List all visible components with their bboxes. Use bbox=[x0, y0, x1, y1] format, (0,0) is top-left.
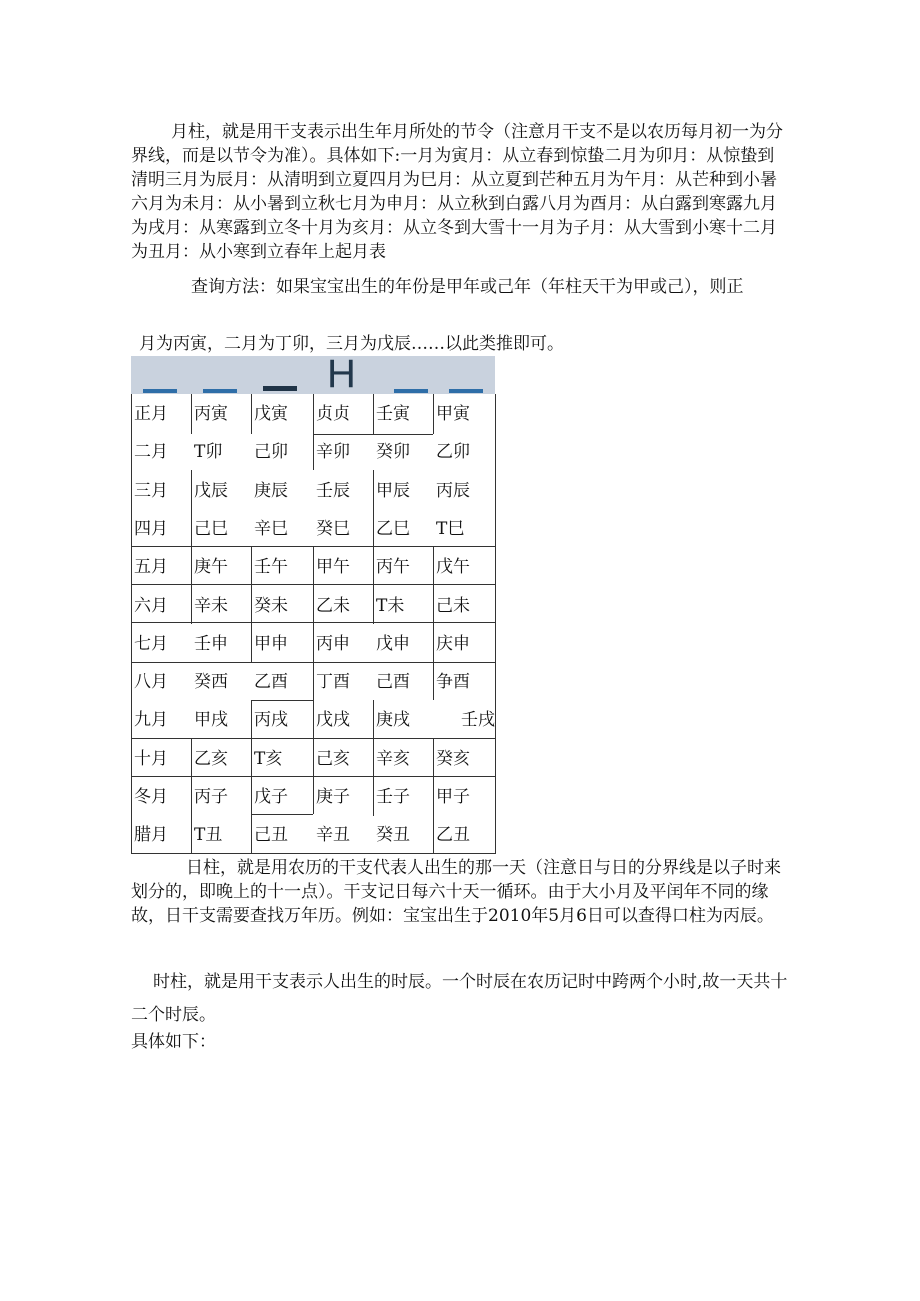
table-line bbox=[131, 546, 495, 547]
stem-branch-cell: 乙酉 bbox=[254, 672, 288, 692]
table-line bbox=[373, 700, 374, 816]
stem-branch-cell: 己卯 bbox=[254, 442, 288, 462]
stem-branch-cell: 庚子 bbox=[316, 787, 350, 807]
month-label-cell: 六月 bbox=[134, 596, 168, 616]
stem-branch-cell: 壬寅 bbox=[376, 404, 410, 424]
table-line bbox=[433, 394, 434, 434]
hour-pillar-paragraph: 时柱，就是用干支表示人出生的时辰。一个时辰在农历记时中跨两个小时,故一天共十二个时辰。 bbox=[131, 972, 788, 1025]
stem-branch-cell: 己亥 bbox=[316, 749, 350, 769]
month-label-cell: 三月 bbox=[134, 481, 168, 501]
stem-branch-cell: 庚辰 bbox=[254, 481, 288, 501]
stem-branch-cell: T巳 bbox=[436, 519, 465, 539]
stem-branch-cell: 癸亥 bbox=[436, 749, 470, 769]
stem-branch-cell: 争酉 bbox=[436, 672, 470, 692]
stem-branch-cell: T未 bbox=[376, 596, 405, 616]
table-line bbox=[131, 776, 495, 777]
month-stem-table bbox=[131, 394, 495, 854]
stem-branch-cell: 甲寅 bbox=[436, 404, 470, 424]
month-pillar-paragraph: 月柱，就是用干支表示出生年月所处的节令（注意月干支不是以农历每月初一为分界线，而是以节令为准）。具体如下:一月为寅月：从立春到惊蛰二月为卯月：从惊蛰到清明三月为辰月：从清明到立夏四月为巳月：从立夏到芒种五月为午月：从芒种到小暑六月为未月：从小暑到立秋七月为申月：从立秋到白露八月为酉月：从白露到寒露九月为戌月：从寒露到立冬十月为亥月：从立冬到大雪十一月为子月：从大雪到小寒十二月为丑月：从小寒到立春年上起月表 bbox=[131, 122, 783, 262]
stem-branch-cell: 乙卯 bbox=[436, 442, 470, 462]
stem-branch-cell: 戊午 bbox=[436, 557, 470, 577]
stem-branch-cell: 壬子 bbox=[376, 787, 410, 807]
stem-branch-cell: 辛丑 bbox=[316, 825, 350, 845]
stem-branch-cell: 癸丑 bbox=[376, 825, 410, 845]
stem-branch-cell: 壬辰 bbox=[316, 481, 350, 501]
stem-branch-cell: 乙丑 bbox=[436, 825, 470, 845]
table-line bbox=[433, 738, 434, 854]
stem-branch-cell: 乙巳 bbox=[376, 519, 410, 539]
stem-branch-cell: T亥 bbox=[254, 749, 283, 769]
table-line bbox=[313, 394, 314, 470]
stem-branch-cell: 戊申 bbox=[376, 634, 410, 654]
stem-branch-cell: 癸西 bbox=[194, 672, 228, 692]
table-line bbox=[373, 394, 374, 434]
query-method-continued: 月为丙寅，二月为丁卯，三月为戊辰……以此类推即可。 bbox=[139, 334, 564, 354]
stem-branch-cell: 庆申 bbox=[436, 634, 470, 654]
header-glyph: H bbox=[327, 352, 356, 396]
month-label-cell: 四月 bbox=[134, 519, 168, 539]
table-line bbox=[131, 662, 495, 663]
stem-branch-cell: 丙寅 bbox=[194, 404, 228, 424]
table-line bbox=[313, 546, 314, 814]
stem-branch-cell: 甲午 bbox=[316, 557, 350, 577]
month-label-cell: 五月 bbox=[134, 557, 168, 577]
stem-branch-cell: 辛亥 bbox=[376, 749, 410, 769]
table-border bbox=[131, 394, 132, 854]
month-label-cell: 九月 bbox=[134, 710, 168, 730]
stem-branch-cell: 戊子 bbox=[254, 787, 288, 807]
day-pillar-paragraph: 日柱，就是用农历的干支代表人出生的那一天（注意日与日的分界线是以子时来划分的，即晚上的十一点）。干支记日每六十天一循环。由于大小月及平闰年不同的缘故，日干支需要查找万年历。例如：宝宝出生于2010年5月6日可以查得口柱为丙辰。 bbox=[131, 858, 781, 926]
stem-branch-cell: 庚戌 bbox=[376, 710, 410, 730]
stem-branch-cell: 辛巳 bbox=[254, 519, 288, 539]
stem-branch-cell: 丙申 bbox=[316, 634, 350, 654]
stem-branch-cell: 丙辰 bbox=[436, 481, 470, 501]
table-line bbox=[131, 738, 495, 739]
table-line bbox=[131, 584, 495, 585]
stem-branch-cell: 辛卯 bbox=[316, 442, 350, 462]
header-dash bbox=[449, 389, 483, 393]
month-label-cell: 正月 bbox=[134, 404, 168, 424]
stem-branch-cell: 己酉 bbox=[376, 672, 410, 692]
stem-branch-cell: 丙午 bbox=[376, 557, 410, 577]
header-dash bbox=[203, 389, 237, 393]
table-line bbox=[131, 853, 495, 854]
stem-branch-cell: 癸巳 bbox=[316, 519, 350, 539]
stem-branch-cell: 乙亥 bbox=[194, 749, 228, 769]
details-heading: 具体如下： bbox=[131, 1032, 216, 1052]
table-border bbox=[495, 394, 496, 854]
stem-branch-cell: 庚午 bbox=[194, 557, 228, 577]
stem-branch-cell: 甲子 bbox=[436, 787, 470, 807]
stem-branch-cell: 甲辰 bbox=[376, 481, 410, 501]
stem-branch-cell: 辛未 bbox=[194, 596, 228, 616]
stem-branch-cell: 己丑 bbox=[254, 825, 288, 845]
stem-branch-cell: 己巳 bbox=[194, 519, 228, 539]
header-dash bbox=[394, 389, 428, 393]
table-header-bar bbox=[131, 352, 495, 396]
month-label-cell: 冬月 bbox=[134, 787, 168, 807]
month-label-cell: 腊月 bbox=[134, 825, 168, 845]
table-line bbox=[191, 470, 192, 624]
stem-branch-cell: 丙戌 bbox=[254, 710, 288, 730]
stem-branch-cell: 丙子 bbox=[194, 787, 228, 807]
stem-branch-cell: 壬戌 bbox=[461, 710, 495, 730]
table-line bbox=[131, 622, 495, 623]
header-dash bbox=[143, 389, 177, 393]
query-method-paragraph: 查询方法：如果宝宝出生的年份是甲年或己年（年柱天干为甲或己），则正 bbox=[191, 277, 744, 297]
stem-branch-cell: 戊寅 bbox=[254, 404, 288, 424]
table-line bbox=[433, 546, 434, 700]
month-label-cell: 二月 bbox=[134, 442, 168, 462]
table-line bbox=[313, 434, 433, 435]
stem-branch-cell: 丁酉 bbox=[316, 672, 350, 692]
table-line bbox=[251, 700, 313, 701]
table-line bbox=[191, 738, 192, 854]
month-label-cell: 七月 bbox=[134, 634, 168, 654]
table-line bbox=[251, 814, 313, 815]
stem-branch-cell: 己未 bbox=[436, 596, 470, 616]
header-dash bbox=[263, 386, 297, 391]
month-label-cell: 八月 bbox=[134, 672, 168, 692]
table-line bbox=[251, 546, 252, 662]
month-label-cell: 十月 bbox=[134, 749, 168, 769]
stem-branch-cell: 壬申 bbox=[194, 634, 228, 654]
table-line bbox=[251, 394, 252, 434]
table-line bbox=[191, 394, 192, 434]
stem-branch-cell: 壬午 bbox=[254, 557, 288, 577]
table-line bbox=[251, 700, 252, 854]
table-line bbox=[373, 470, 374, 624]
stem-branch-cell: 乙未 bbox=[316, 596, 350, 616]
stem-branch-cell: 甲戌 bbox=[194, 710, 228, 730]
stem-branch-cell: 贞贞 bbox=[316, 404, 350, 424]
stem-branch-cell: T卯 bbox=[194, 442, 223, 462]
stem-branch-cell: 戊辰 bbox=[194, 481, 228, 501]
stem-branch-cell: 戊戌 bbox=[316, 710, 350, 730]
stem-branch-cell: T丑 bbox=[194, 825, 223, 845]
stem-branch-cell: 癸卯 bbox=[376, 442, 410, 462]
stem-branch-cell: 癸未 bbox=[254, 596, 288, 616]
stem-branch-cell: 甲申 bbox=[254, 634, 288, 654]
